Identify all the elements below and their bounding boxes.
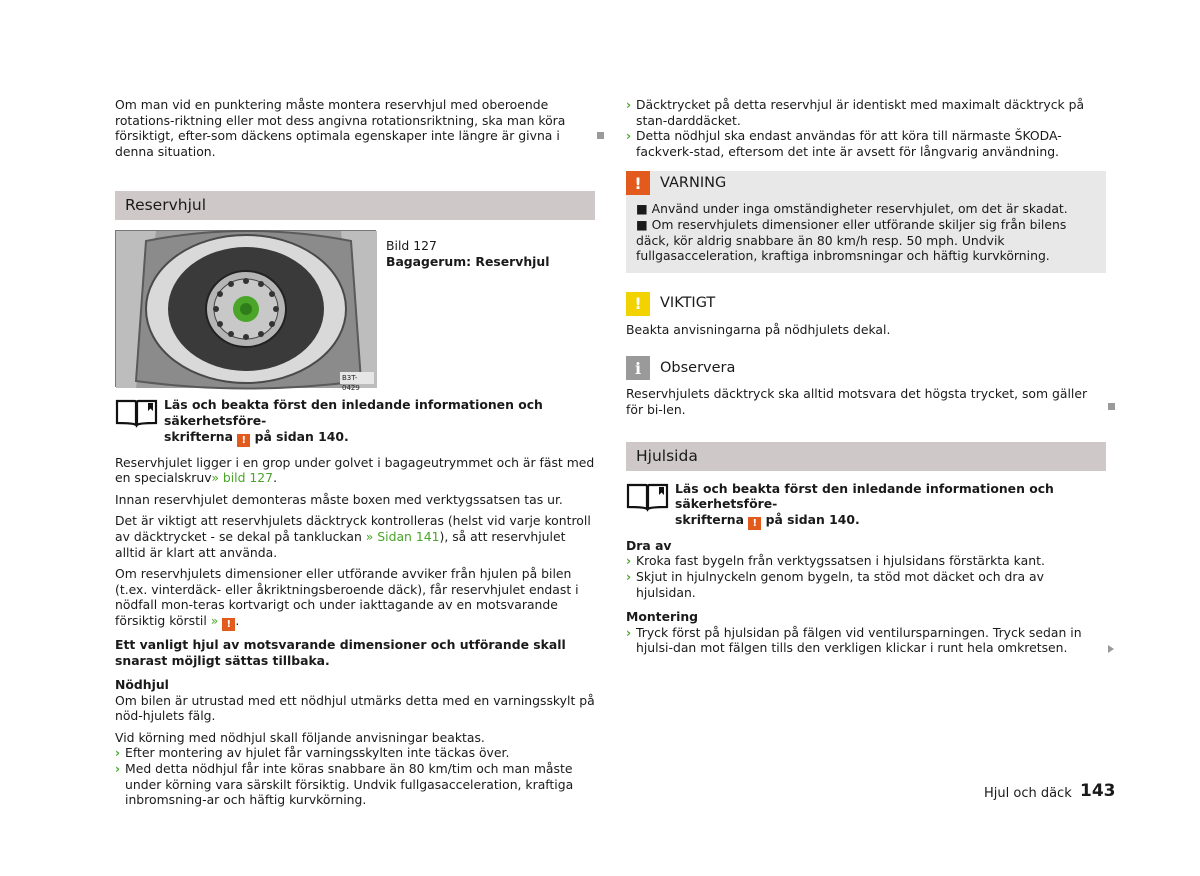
read-first-line1: Läs och beakta först den inledande informationen och säkerhetsföre- (675, 480, 1054, 512)
viktigt-text: Beakta anvisningarna på nödhjulets dekal. (626, 321, 891, 337)
observera-title: Observera (660, 359, 736, 376)
link-sidan-141[interactable]: » Sidan 141 (365, 528, 440, 544)
read-first-line1: Läs och beakta först den inledande informationen och säkerhetsföre- (164, 397, 543, 428)
observera-text: Reservhjulets däcktryck ska alltid motsvara det högsta trycket, som gäller för bi-len. (626, 386, 1088, 417)
paragraph-dimensions (115, 566, 595, 631)
p1-text: Reservhjulet ligger i en grop under golvet i bagageutrymmet och är fäst med en specialskruv (115, 454, 595, 486)
chevron-right-icon: › (626, 568, 632, 584)
list-item (115, 761, 595, 808)
varning-item: ■ Använd under inga omständigheter reservhjulet, om det är skadat. (636, 201, 1068, 217)
figure-row (115, 230, 595, 393)
read-first-post: på sidan 140. (765, 511, 860, 527)
list-item-text: Efter montering av hjulet får varningsskylten inte täckas över. (125, 745, 510, 761)
list-item-text: Skjut in hjulnyckeln genom bygeln, ta stöd mot däcket och dra av hjulsidan. (636, 568, 1044, 600)
viktigt-header (626, 292, 1106, 316)
read-first-post: på sidan 140. (254, 428, 349, 444)
section-end-marker (597, 132, 604, 139)
link-bild-127[interactable]: » bild 127 (211, 470, 274, 486)
spare-wheel-illustration (116, 231, 377, 388)
chevron-right-icon: › (626, 97, 632, 112)
list-item-text: Med detta nödhjul får inte köras snabbare än 80 km/tim och man måste under körning vara särskilt försiktig. Undvik fullgasacceleration, kraftiga inbromsning-ar och häftig kurvkörning. (125, 761, 574, 808)
section-title-hjulsida: Hjulsida (626, 442, 1106, 471)
read-first-note (115, 397, 595, 446)
p1-end: . (273, 470, 278, 486)
page-number: 143 (1080, 781, 1116, 801)
p4-end: . (235, 612, 240, 628)
list-item-text: Kroka fast bygeln från verktygssatsen i hjulsidans förstärkta kant. (636, 553, 1045, 569)
info-icon: i (626, 356, 650, 380)
list-item-text: Detta nödhjul ska endast användas för att köra till närmaste ŠKODA-fackverk-stad, eftersom det inte är avsett för långvarig användning. (636, 128, 1062, 159)
warning-bang-icon[interactable]: ! (237, 434, 250, 447)
link-warning[interactable]: » (210, 612, 219, 628)
paragraph-tyre-pressure (115, 513, 595, 560)
warning-icon: ! (626, 171, 650, 195)
read-first-line2 (675, 512, 1106, 530)
paragraph-location (115, 455, 595, 486)
figure-label: Bild 127 (386, 238, 437, 254)
read-first-pre: skrifterna (675, 511, 744, 527)
varning-box (626, 171, 1106, 272)
read-first-text (164, 397, 595, 446)
observera-note (626, 356, 1106, 417)
paragraph-instructions: Vid körning med nödhjul skall följande anvisningar beaktas. (115, 729, 485, 745)
chevron-right-icon: › (115, 745, 121, 761)
list-item (626, 569, 1106, 600)
section-title-reservhjul: Reservhjul (115, 191, 595, 220)
varning-title: VARNING (660, 174, 727, 191)
footer-chapter: Hjul och däck (984, 786, 1072, 801)
book-icon (626, 481, 669, 513)
caution-icon: ! (626, 292, 650, 316)
p3-text: Det är viktigt att reservhjulets däcktryck kontrolleras (helst vid varje kontroll av däcktrycket - se dekal på tankluckan (115, 513, 591, 544)
list-item (626, 625, 1106, 656)
list-item (626, 553, 1106, 569)
left-column (115, 97, 595, 808)
warning-bang-icon[interactable]: ! (222, 618, 235, 631)
viktigt-note (626, 292, 1106, 338)
read-first-pre: skrifterna (164, 428, 233, 444)
varning-item-text: Om reservhjulets dimensioner eller utförande skiljer sig från bilens däck, kör aldrig snabbare än 80 km/h resp. 50 mph. Undvik fullgasacceleration, kraftiga inbromsningar och häftig kurvkörning. (636, 216, 1067, 264)
figure-caption (386, 238, 549, 387)
list-item-text: Däcktrycket på detta reservhjul är identiskt med maximalt däcktryck på stan-darddäcket. (636, 97, 1085, 128)
spare-wheel-figure (115, 230, 376, 393)
paragraph-replace-soon: Ett vanligt hjul av motsvarande dimensioner och utförande skall snarast möjligt sättas tillbaka. (115, 636, 566, 668)
paragraph-nodhjul: Om bilen är utrustad med ett nödhjul utmärks detta med en varningsskylt på nöd-hjulets fälg. (115, 692, 595, 724)
section-end-marker (1108, 403, 1115, 410)
warning-bang-icon[interactable]: ! (748, 517, 761, 530)
chevron-right-icon: › (626, 553, 632, 569)
chevron-right-icon: › (626, 128, 632, 144)
varning-item-text: Använd under inga omständigheter reservhjulet, om det är skadat. (651, 201, 1068, 217)
list-item (115, 745, 595, 761)
paragraph-remove-toolbox: Innan reservhjulet demonteras måste boxen med verktygssatsen tas ur. (115, 491, 563, 507)
observera-header (626, 356, 1106, 380)
continue-arrow-icon (1108, 645, 1114, 653)
right-column (626, 97, 1106, 656)
read-first-line2 (164, 429, 595, 447)
read-first-note (626, 481, 1106, 530)
subheading-dra-av: Dra av (626, 537, 672, 553)
read-first-text (675, 481, 1106, 530)
list-item-text: Tryck först på hjulsidan på fälgen vid ventilursparningen. Tryck sedan in hjulsi-dan mot fälgen tills den verkligen klickar i runt hela omkretsen. (636, 624, 1082, 656)
viktigt-title: VIKTIGT (660, 294, 716, 311)
book-icon (115, 397, 158, 429)
intro-paragraph: Om man vid en punktering måste montera reservhjul med oberoende rotations-riktning eller mot dess angivna rotationsriktning, ska man köra försiktigt, efter-som däckens optimala egenskaper inte längre är givna i denna situation. (115, 97, 566, 159)
subheading-nodhjul: Nödhjul (115, 677, 169, 693)
list-item (626, 97, 1106, 128)
varning-header (626, 171, 1106, 195)
figure-code: B3T-0429 (342, 374, 360, 393)
chevron-right-icon: › (626, 624, 632, 640)
p3-end: ), så att reservhjulet alltid är klart att använda. (115, 528, 566, 560)
list-item (626, 128, 1106, 159)
varning-item: ■ Om reservhjulets dimensioner eller utförande skiljer sig från bilens däck, kör aldrig snabbare än 80 km/h resp. 50 mph. Undvik fullgasacceleration, kraftiga inbromsningar och häftig kurvkörning. (636, 216, 1067, 264)
figure-title: Bagagerum: Reservhjul (386, 253, 550, 269)
varning-body (626, 195, 1106, 263)
subheading-montering: Montering (626, 609, 699, 625)
p4-text: Om reservhjulets dimensioner eller utförande avviker från hjulen på bilen (t.ex. vinterdäck- eller åkriktningsberoende däck), får reservhjulet endast i nödfall mon-teras kortvarigt och under iakttagande av en motsvarande försiktig körstil (115, 566, 579, 628)
chevron-right-icon: › (115, 761, 121, 777)
